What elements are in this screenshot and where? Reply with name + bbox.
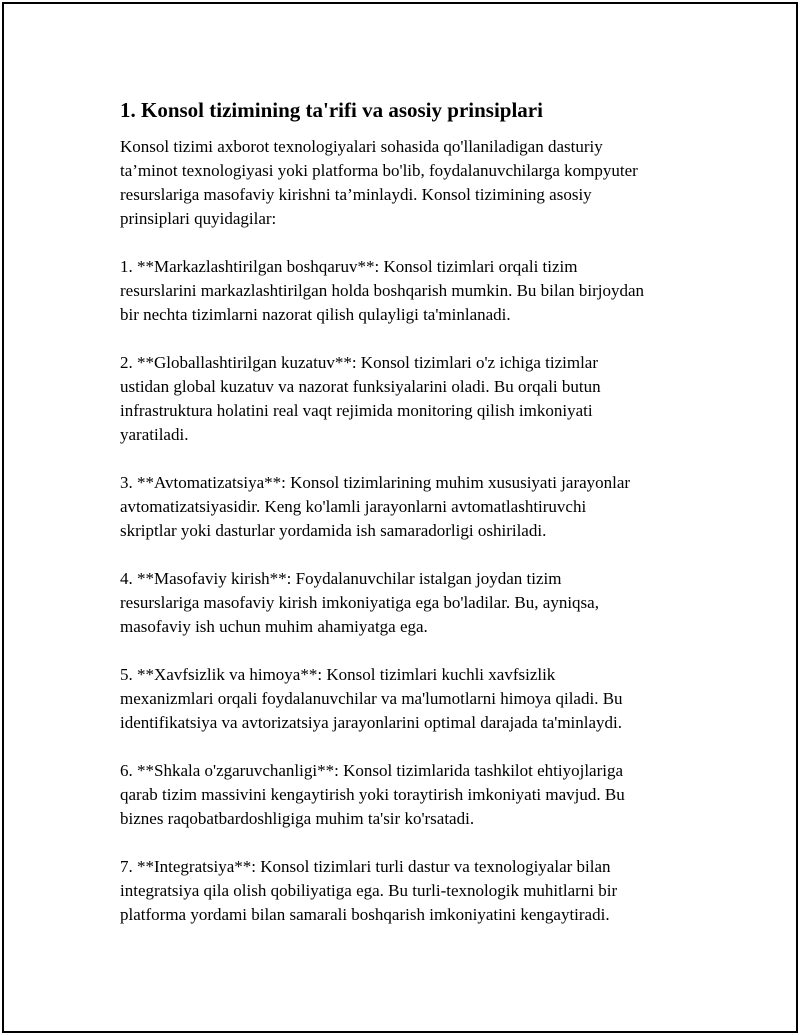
- intro-paragraph: Konsol tizimi axborot texnologiyalari sohasida qo'llaniladigan dasturiy ta’minot texnologiyasi yoki platforma bo'lib, foydalanuvchilarga kompyuter resurslariga masofaviy kirishni ta’minlaydi. Konsol tizimining asosiy prinsiplari quyidagilar:: [120, 137, 638, 228]
- principle-item-6: 6. **Shkala o'zgaruvchanligi**: Konsol tizimlarida tashkilot ehtiyojlariga qarab tizim massivini kengaytirish yoki toraytirish imkoniyati mavjud. Bu biznes raqobatbardoshligiga muhim ta'sir ko'rsatadi.: [120, 761, 625, 828]
- principle-item-5: 5. **Xavfsizlik va himoya**: Konsol tizimlari kuchli xavfsizlik mexanizmlari orqali foydalanuvchilar va ma'lumotlarni himoya qiladi. Bu identifikatsiya va avtorizatsiya jarayonlarini optimal darajada ta'minlaydi.: [120, 665, 623, 732]
- page-frame: [2, 2, 798, 1033]
- principle-item-7: 7. **Integratsiya**: Konsol tizimlari turli dastur va texnologiyalar bilan integratsiya qila olish qobiliyatiga ega. Bu turli-texnologik muhitlarni bir platforma yordami bilan samarali boshqarish imkoniyatini kengaytiradi.: [120, 857, 618, 924]
- principle-item-2: 2. **Globallashtirilgan kuzatuv**: Konsol tizimlari o'z ichiga tizimlar ustidan global kuzatuv va nazorat funksiyalarini oladi. Bu orqali butun infrastruktura holatini real vaqt rejimida monitoring qilish imkoniyati yaratiladi.: [120, 353, 601, 444]
- document-body: [120, 97, 700, 951]
- principle-item-1: 1. **Markazlashtirilgan boshqaruv**: Konsol tizimlari orqali tizim resurslarini markazlashtirilgan holda boshqarish mumkin. Bu bilan birjoydan bir nechta tizimlarni nazorat qilish qulayligi ta'minlanadi.: [120, 257, 645, 324]
- section-heading: 1. Konsol tizimining ta'rifi va asosiy prinsiplari: [120, 98, 543, 122]
- principle-item-4: 4. **Masofaviy kirish**: Foydalanuvchilar istalgan joydan tizim resurslariga masofaviy kirish imkoniyatiga ega bo'ladilar. Bu, ayniqsa, masofaviy ish uchun muhim ahamiyatga ega.: [120, 569, 599, 636]
- principle-item-3: 3. **Avtomatizatsiya**: Konsol tizimlarining muhim xususiyati jarayonlar avtomatizatsiyasidir. Keng ko'lamli jarayonlarni avtomatlashtiruvchi skriptlar yoki dasturlar yordamida ish samaradorligi oshiriladi.: [120, 473, 631, 540]
